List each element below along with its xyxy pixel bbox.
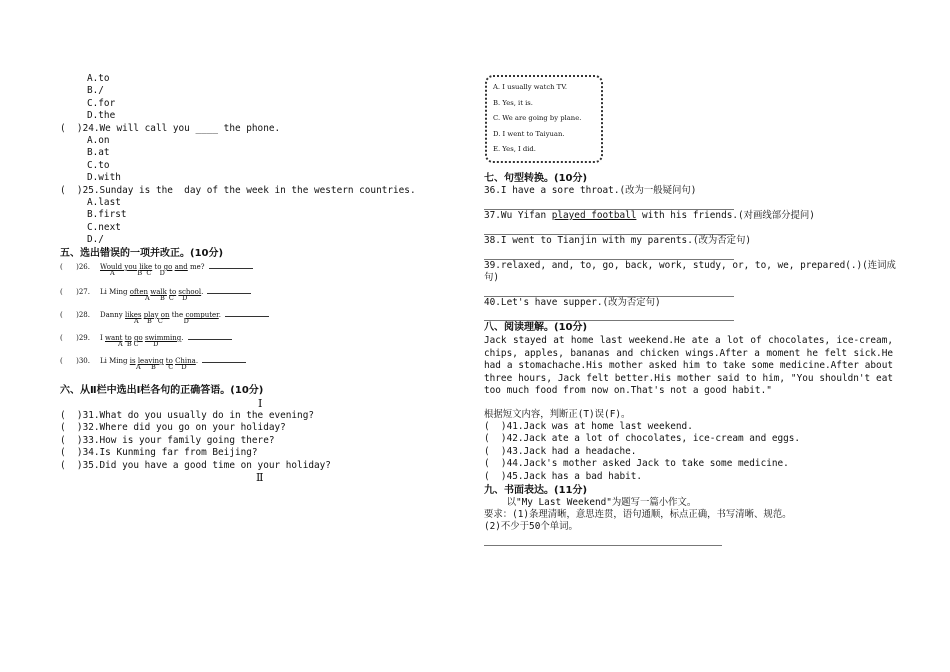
error-segment-c: on	[160, 311, 170, 319]
error-segment-d: China	[175, 357, 196, 365]
match-question: ( )34.Is Kunming far from Beijing?	[60, 447, 258, 459]
correction-blank[interactable]	[188, 331, 232, 340]
true-false-item: ( )44.Jack's mother asked Jack to take some medicine.	[484, 458, 789, 470]
error-segment-d: and	[174, 263, 188, 271]
section7-title: 七、句型转换。(10分)	[484, 173, 588, 184]
error-segment-mid3: the	[169, 311, 186, 319]
correction-blank[interactable]	[225, 308, 269, 317]
option-23: D.the	[87, 110, 116, 122]
match-question: ( )32.Where did you go on your holiday?	[60, 422, 286, 434]
error-segment-b: leaving	[137, 357, 164, 365]
error-segment-a: often	[129, 288, 149, 296]
error-segment-c: to	[169, 288, 177, 296]
option-letters: A B C D	[136, 363, 187, 371]
question-40: 40.Let's have supper.(改为否定句)	[484, 297, 661, 308]
option-letters: A B C D	[134, 317, 189, 325]
question-39: 39.relaxed, and, to, go, back, work, study, or, to, we, prepared(.)(连词成	[484, 260, 896, 271]
correction-blank[interactable]	[202, 354, 246, 363]
writing-answer-line[interactable]	[484, 545, 722, 546]
judge-instruction: 根据短文内容，判断正(T)误(F)。	[484, 409, 631, 420]
error-segment-c: to	[165, 357, 173, 365]
answer-option: D. I went to Taiyuan.	[493, 129, 565, 138]
answer-options-box	[485, 75, 603, 163]
error-segment-mid2: to	[152, 263, 164, 271]
question-25: ( )25.Sunday is the day of the week in the western countries.	[60, 184, 416, 196]
error-segment-d: computer	[185, 311, 219, 319]
writing-prompt: 以"My Last Weekend"为题写一篇小作文。	[484, 497, 697, 508]
correction-blank[interactable]	[209, 260, 253, 269]
error-segment-num: ( )28.	[60, 311, 90, 319]
error-segment-b: play	[143, 311, 159, 319]
match-question: ( )31.What do you usually do in the evening?	[60, 410, 314, 421]
option-24: A.on	[87, 135, 110, 146]
true-false-item: ( )45.Jack has a bad habit.	[484, 470, 643, 482]
error-segment-pre: I	[100, 334, 105, 342]
error-segment-pre: Danny	[100, 311, 125, 319]
writing-requirement-1: 要求：(1)条理清晰，意思连贯，语句通顺，标点正确，书写清晰、规范。	[484, 509, 792, 520]
option-letters: A B C D	[110, 269, 165, 277]
roman-numeral-1: Ⅰ	[258, 397, 263, 410]
section8-title: 八、阅读理解。(10分)	[484, 322, 588, 333]
true-false-item: ( )43.Jack had a headache.	[484, 445, 637, 457]
option-25: C.next	[87, 221, 121, 233]
option-24: D.with	[87, 172, 121, 184]
section6-title: 六、从Ⅱ栏中选出Ⅰ栏各句的正确答语。(10分)	[60, 385, 264, 396]
error-segment-post: .	[218, 311, 221, 319]
question-36: 36.I have a sore throat.(改为一般疑问句)	[484, 185, 697, 196]
question-24: ( )24.We will call you ____ the phone.	[60, 122, 281, 134]
true-false-item: ( )42.Jack ate a lot of chocolates, ice-cream and eggs.	[484, 433, 801, 445]
option-letters: A B C D	[145, 294, 188, 302]
error-segment-post: .	[195, 357, 199, 365]
question-39-continued: 句)	[484, 272, 500, 283]
match-question: ( )35.Did you have a good time on your holiday?	[60, 459, 331, 471]
option-23: B./	[87, 85, 104, 97]
question-38: 38.I went to Tianjin with my parents.(改为否定句)	[484, 235, 752, 246]
error-segment-a: want	[105, 334, 123, 342]
error-segment-c: go	[163, 263, 173, 271]
error-segment-a: is	[129, 357, 136, 365]
answer-line-40[interactable]	[484, 320, 734, 321]
roman-numeral-2: Ⅱ	[256, 471, 264, 484]
answer-option: E. Yes, I did.	[493, 145, 536, 153]
match-question: ( )33.How is your family going there?	[60, 434, 275, 446]
error-segment-b: like	[139, 263, 153, 271]
reading-passage: Jack stayed at home last weekend.He ate a lot of chocolates, ice-cream, chips, apples, bananas and chicken wings.After a moment he felt sick.He had a stomachache.His mother asked him to take some medicine.After about three hours, Jack felt better.His mother said to him, "You shouldn't eat too much food from now on.That's not a good habit."	[484, 335, 893, 396]
option-25: D./	[87, 234, 104, 246]
option-25: B.first	[87, 209, 127, 221]
error-segment-num: ( )26.	[60, 263, 90, 271]
option-23: A.to	[87, 73, 110, 84]
answer-option: B. Yes, it is.	[493, 98, 533, 107]
option-24: B.at	[87, 147, 110, 159]
error-segment-c: go	[134, 334, 143, 342]
error-segment-post: me?	[187, 263, 205, 271]
correction-blank[interactable]	[207, 285, 251, 294]
error-segment-b: to	[124, 334, 132, 342]
answer-option: A. I usually watch TV.	[493, 83, 568, 91]
option-24: C.to	[87, 159, 110, 171]
error-segment-d: school	[178, 288, 202, 296]
error-segment-d: swimming	[144, 334, 182, 342]
error-segment-pre: Li Ming	[100, 357, 130, 365]
option-letters: A B C D	[118, 340, 159, 348]
error-segment-a: likes	[124, 311, 142, 319]
option-25: A.last	[87, 197, 121, 208]
answer-option: C. We are going by plane.	[493, 114, 582, 122]
section5-title: 五、选出错误的一项并改正。(10分)	[60, 248, 224, 259]
error-segment-post: .	[181, 334, 184, 342]
option-23: C.for	[87, 97, 116, 109]
section9-title: 九、书面表达。(11分)	[484, 485, 588, 496]
error-segment-num: ( )29.	[60, 334, 90, 342]
writing-requirement-2: (2)不少于50个单词。	[484, 521, 578, 532]
error-segment-pre: Li Ming	[100, 288, 130, 296]
error-segment-post: .	[201, 288, 204, 296]
question-37: 37.Wu Yifan played football with his friends.(对画线部分提问)	[484, 210, 815, 221]
true-false-item: ( )41.Jack was at home last weekend.	[484, 421, 693, 432]
error-segment-a: Would you	[100, 263, 138, 271]
error-segment-b: walk	[150, 288, 167, 296]
error-segment-num: ( )27.	[60, 288, 90, 296]
error-segment-num: ( )30.	[60, 357, 90, 365]
